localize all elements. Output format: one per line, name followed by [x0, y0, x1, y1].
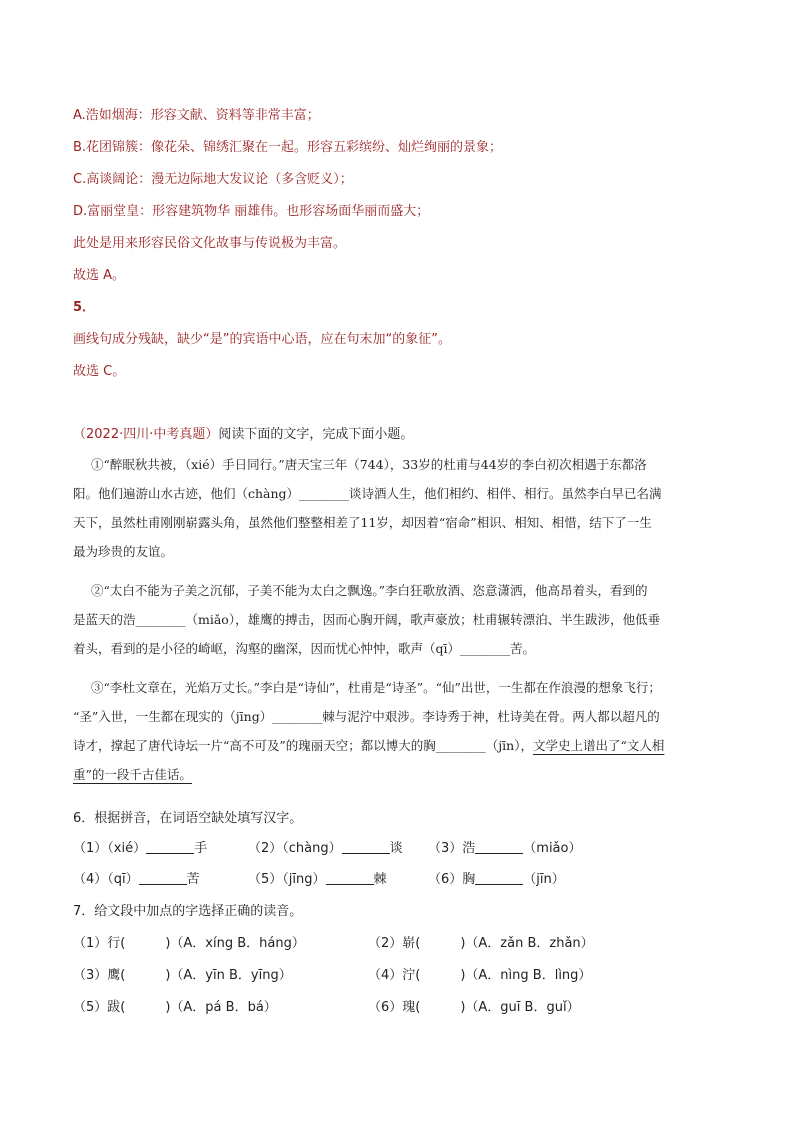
passage-p1-line1: ①“醉眠秋共被，（xié）手日同行。”唐天宝三年（744），33岁的杜甫与44岁的李白初次相遇于东都洛	[91, 457, 647, 472]
passage-p3-line1: ③“李杜文章在，光焰万丈长。”李白是“诗仙”，杜甫是“诗圣”。“仙”出世，一生都在作浪漫的想象飞行；	[91, 680, 661, 695]
passage-p1-line4: 最为珍贵的友谊。	[73, 544, 174, 559]
answer-summary: 此处是用来形容民俗文化故事与传说极为丰富。	[73, 236, 347, 251]
question-number-5: 5．	[73, 300, 96, 315]
q6-item-5-suffix: 棘	[373, 872, 387, 887]
passage-p3-line3	[73, 736, 664, 754]
q7-item-2-options: )（A．zǎn B．zhǎn）	[460, 936, 594, 951]
reading-passage	[73, 455, 723, 785]
q6-item-3-blank[interactable]	[475, 841, 523, 854]
passage-p3-line3-text: 诗才，撑起了唐代诗坛一片“高不可及”的瑰丽天空；都以博大的胸________（jīn），	[73, 738, 533, 753]
intro-text: 阅读下面的文字，完成下面小题。	[218, 427, 414, 442]
q6-item-5-blank[interactable]	[326, 872, 374, 885]
q6-item-2-suffix: 谈	[389, 841, 403, 856]
q7-item-1	[73, 932, 305, 951]
q7-item-6-options: )（A．guī B．guǐ）	[460, 1000, 580, 1015]
passage-p3-line2: “圣”入世，一生都在现实的（jīng）________棘与泥泞中艰涉。李诗秀于神，杜诗美在骨。两人都以超凡的	[73, 709, 660, 724]
q6-item-3-suffix: （miǎo）	[523, 841, 582, 856]
q7-item-4	[368, 964, 591, 983]
q6-item-4-suffix: 苦	[186, 872, 200, 887]
answer-line-a: A.浩如烟海：形容文献、资料等非常丰富；	[73, 108, 320, 123]
q7-item-5-prompt: （5）跋(	[73, 1000, 126, 1015]
question-6-title: 6．根据拼音，在词语空缺处填写汉字。	[73, 811, 303, 826]
answer-line-b: B.花团锦簇：像花朵、锦绣汇聚在一起。形容五彩缤纷、灿烂绚丽的景象；	[73, 140, 503, 155]
q6-item-1	[73, 837, 207, 856]
q7-item-3-options: )（A．yīn B．yīng）	[165, 968, 292, 983]
q7-item-1-options: )（A．xíng B．háng）	[165, 936, 305, 951]
q6-item-2	[248, 837, 403, 856]
q6-item-5-prompt: （5）（jīng）	[248, 872, 326, 887]
q6-item-6	[428, 868, 565, 887]
q6-item-4	[73, 868, 200, 887]
q6-item-1-prompt: （1）（xié）	[73, 841, 147, 856]
q6-item-4-prompt: （4）（qī）	[73, 872, 139, 887]
answer-line-c: C.高谈阔论：漫无边际地大发议论（多含贬义）；	[73, 172, 353, 187]
passage-p2-line2: 是蓝天的浩________（miǎo），雄鹰的搏击，因而心胸开阔，歌声豪放；杜甫辗转漂泊、半生跋涉，他低垂	[73, 612, 661, 627]
q7-item-6-prompt: （6）瑰(	[368, 1000, 421, 1015]
underlined-sentence-part2: 重”的一段千古佳话。	[73, 767, 192, 782]
answer-line-d: D.富丽堂皇：形容建筑物华 丽雄伟。也形容场面华丽而盛大；	[73, 204, 430, 219]
q6-item-1-blank[interactable]	[146, 841, 194, 854]
q6-item-6-blank[interactable]	[475, 872, 523, 885]
q6-item-2-blank[interactable]	[342, 841, 390, 854]
question-7-title: 7．给文段中加点的字选择正确的读音。	[73, 904, 303, 919]
question-header	[73, 423, 413, 442]
q6-item-5	[248, 868, 387, 887]
passage-p2-line1: ②“太白不能为子美之沉郁，子美不能为太白之飘逸。”李白狂歌放酒、恣意潇洒，他高昂着头，看到的	[91, 583, 648, 598]
q7-item-6	[368, 996, 580, 1015]
q7-item-3	[73, 964, 292, 983]
q7-item-1-prompt: （1）行(	[73, 936, 126, 951]
q7-item-4-prompt: （4）泞(	[368, 968, 421, 983]
q6-item-6-suffix: （jīn）	[523, 872, 565, 887]
q6-item-2-prompt: （2）（chàng）	[248, 841, 342, 856]
q7-item-3-prompt: （3）鹰(	[73, 968, 126, 983]
passage-p1-line2: 阳。他们遍游山水古迹，他们（chàng）________谈诗酒人生，他们相约、相伴、相行。虽然李白早已名满	[73, 486, 662, 501]
underlined-sentence-part1: 文学史上谱出了“文人相	[532, 738, 665, 753]
q7-item-5	[73, 996, 277, 1015]
q7-item-4-options: )（A．nìng B．lìng）	[460, 968, 592, 983]
passage-p2-line3: 着头，看到的是小径的崎岖，沟壑的幽深，因而忧心忡忡，歌声（qī）________苦。	[73, 641, 536, 656]
q7-item-5-options: )（A．pá B．bá）	[165, 1000, 277, 1015]
passage-p1-line3: 天下，虽然杜甫刚刚崭露头角，虽然他们整整相差了11岁，却因着“宿命”相识、相知、相惜，结下了一生	[73, 515, 652, 530]
answer-explanation-5: 画线句成分残缺，缺少“是”的宾语中心语，应在句末加“的象征”。	[73, 332, 451, 347]
q6-item-3-prompt: （3）浩	[428, 841, 476, 856]
q6-item-4-blank[interactable]	[139, 872, 187, 885]
q7-item-2	[368, 932, 594, 951]
source-tag: （2022·四川·中考真题）	[73, 427, 219, 442]
q7-item-2-prompt: （2）崭(	[368, 936, 421, 951]
q6-item-3	[428, 837, 581, 856]
answer-choice: 故选 A。	[73, 268, 126, 283]
q6-item-6-prompt: （6）胸	[428, 872, 476, 887]
answer-choice-5: 故选 C。	[73, 364, 126, 379]
q6-item-1-suffix: 手	[194, 841, 208, 856]
